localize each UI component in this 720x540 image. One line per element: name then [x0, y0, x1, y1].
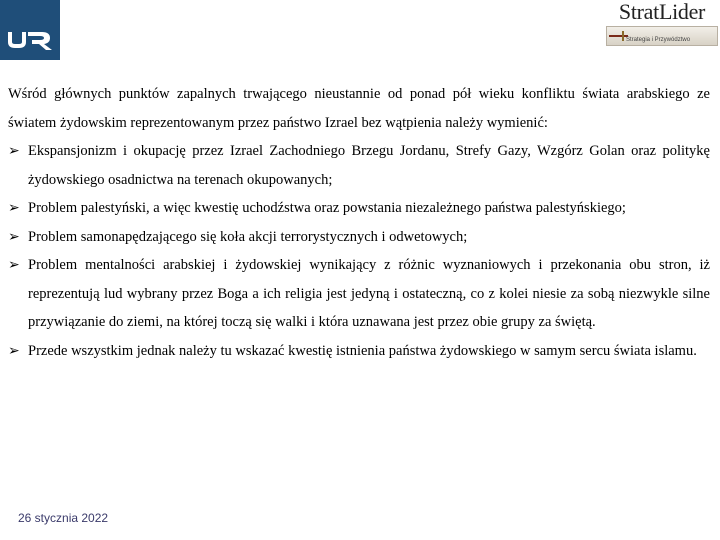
ur-logo-icon: [0, 0, 60, 60]
bullet-text: Ekspansjonizm i okupację przez Izrael Zachodniego Brzegu Jordanu, Strefy Gazy, Wzgórz Golan oraz politykę żydowskiego osadnictwa na terenach okupowanych;: [28, 143, 710, 188]
arrow-bullet-icon: ➢: [8, 228, 20, 245]
list-item: [8, 251, 710, 337]
bullet-list: [8, 137, 710, 365]
arrow-bullet-icon: ➢: [8, 200, 20, 216]
bullet-text: Problem mentalności arabskiej i żydowskiej wynikający z różnic wyznaniowych i przekonania obu stron, iż reprezentują lud wybrany przez Boga a ich religia jest jedyną i ostateczną, co z kolei niesie za sobą niezwykle silne przywiązanie do ziemi, na której toczą się walki i która uznawana jest przez obie grupy za świętą.: [28, 257, 710, 330]
list-item: [8, 223, 710, 252]
university-logo: [0, 0, 60, 60]
bullet-text: Przede wszystkim jednak należy tu wskazać kwestię istnienia państwa żydowskiego w samym sercu świata islamu.: [28, 342, 697, 359]
bullet-text: Problem palestyński, a więc kwestię uchodźstwa oraz powstania niezależnego państwa palestyńskiego;: [28, 200, 626, 216]
arrow-bullet-icon: ➢: [8, 342, 20, 359]
arrow-bullet-icon: ➢: [8, 257, 20, 273]
slide-date: 26 stycznia 2022: [18, 511, 109, 525]
list-item: [8, 337, 710, 366]
list-item: [8, 194, 710, 223]
stratlider-tagline: Strategia i Przywództwo: [626, 37, 691, 43]
list-item: [8, 137, 710, 194]
intro-paragraph: Wśród głównych punktów zapalnych trwającego nieustannie od ponad pół wieku konfliktu świata arabskiego ze światem żydowskim reprezentowanym przez państwo Izrael bez wątpienia należy wymienić:: [8, 86, 710, 131]
arrow-bullet-icon: ➢: [8, 143, 20, 159]
stratlider-logo: [604, 0, 720, 50]
slide-body: [8, 80, 710, 365]
stratlider-brand-text: StratLider: [618, 0, 706, 24]
bullet-text: Problem samonapędzającego się koła akcji terrorystycznych i odwetowych;: [28, 228, 468, 245]
